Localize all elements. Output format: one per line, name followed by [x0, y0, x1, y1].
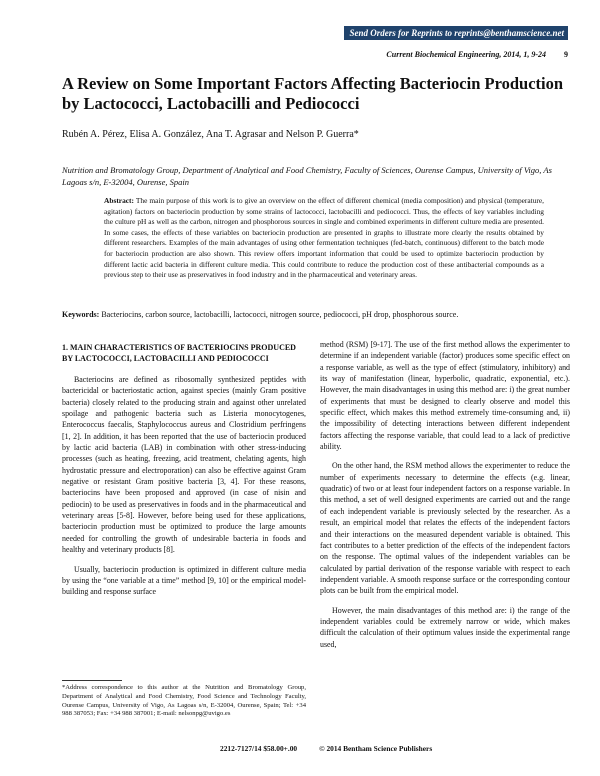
keywords-label: Keywords:: [62, 310, 100, 319]
paragraph: On the other hand, the RSM method allows the experimenter to reduce the number of experiments necessary to determine the effects (e.g. linear, quadratic) of two or at least four independent factors on a response variable. In this method, a set of well designed experiments are carried out and the range of each independent variable is previously selected by the researcher. As a result, an empirical model that relates the effects of the independent factors and their interactions on the measured dependent variable is obtained. This fact contributes to a better prediction of the effects of the independent factors on the response. The optimal values of the independent variables can be calculated by partial derivation of the response variable with respect to each independent variable. A smooth response surface or the corresponding contour plots can be built from the empirical model.: [320, 461, 570, 596]
copyright: © 2014 Bentham Science Publishers: [319, 744, 433, 753]
paragraph: However, the main disadvantages of this method are: i) the range of the independent variables could be extremely narrow or wide, which makes difficult the calculation of their optimum values inside the experimental range used,: [320, 605, 570, 649]
journal-citation: [230, 50, 568, 59]
correspondence-footnote: *Address correspondence to this author at the Nutrition and Bromatology Group, Department of Analytical and Food Chemistry, Food Science and Technology Faculty, Ourense Campus, University of Vigo, As Lagoas s/n, E-32004, Ourense, Spain; Tel: +34 988 387053; Fax: +34 988 387001; E-mail: nelsonpg@uvigo.es: [62, 684, 306, 718]
keywords-text: Bacteriocins, carbon source, lactobacilli, lactococci, nitrogen source, pediococci, pH drop, phosphorous source.: [101, 310, 459, 319]
reprints-banner: Send Orders for Reprints to reprints@benthamscience.net: [344, 26, 568, 40]
keywords: [62, 310, 572, 319]
abstract-label: Abstract:: [104, 196, 134, 205]
paragraph: Bacteriocins are defined as ribosomally synthesized peptides with bactericidal or bacteriostatic action, against species (mainly Gram positive bacteria) closely related to the producing strain and against other unrelated spoilage and pathogenic bacteria such as Listeria monocytogenes, Enterococcus faecalis, Staphylococcus aureus and Clostridium perfringens [1, 2]. In addition, it has been reported that the use of bacteriocin produced by lactic acid bacteria (LAB) in combination with other stress-inducing processes (such as heating, freezing, acid treatment, chelating agents, high hydrostatic pressure and electroporation) can also be effective against Gram negative or resistant Gram positive bacteria [3, 4]. For these reasons, bacteriocins have been proposed and approved (in case of nisin and pediocin) to be used as preservatives in foods and in the pharmaceutical and veterinary areas [5-8]. However, before being used for these applications, bacteriocin production must be optimized to produce the large amounts needed for controlling the growth of undesirable bacteria in foods and healthy and veterinary products [8].: [62, 375, 306, 555]
issn-price: 2212-7127/14 $58.00+.00: [220, 744, 298, 753]
section-heading: 1. MAIN CHARACTERISTICS OF BACTERIOCINS PRODUCED BY LACTOCOCCI, LACTOBACILLI AND PEDIOCOCCI: [62, 343, 296, 363]
authors: Rubén A. Pérez, Elisa A. González, Ana T. Agrasar and Nelson P. Guerra*: [62, 129, 359, 140]
paragraph: method (RSM) [9-17]. The use of the first method allows the experimenter to determine if an independent variable (factor) produces some specific effect on a response variable, as well as the type of effect (stimulatory, inhibitory) and its way of manifestation (linear, hyperbolic, quadratic, exponential, etc.). However, the main disadvantages in using this method are: i) the great number of experiments that must be designed to clearly observe and model this specific effect, which makes this method extremely time-consuming and, ii) the impossibility of detecting interactions between different independent factors affecting the response variable, that could lead to a lack of predictive ability.: [320, 340, 570, 452]
affiliation: Nutrition and Bromatology Group, Department of Analytical and Food Chemistry, Faculty of Sciences, Ourense Campus, University of Vigo, As Lagoas s/n, E-32004, Ourense, Spain: [62, 165, 552, 187]
right-column: [320, 339, 570, 658]
page-number: 9: [564, 50, 568, 59]
left-column: [62, 342, 306, 606]
paragraph: Usually, bacteriocin production is optimized in different culture media by using the “one variable at a time” method [9, 10] or the empirical model-building and response surface: [62, 564, 306, 597]
page-footer: [220, 744, 520, 753]
abstract: [104, 196, 544, 281]
abstract-text: The main purpose of this work is to give an overview on the effect of different chemical (media composition) and physical (temperature, agitation) factors on bacteriocin production by some strains of lactococci, lactobacilli and pediococci. Thus, the effects of key variables including the culture pH as well as the carbon, nitrogen and phosphorous sources in single and combined experiments in different culture media are presented. In some cases, the effects of these variables on bacteriocin production are presented in graphs to illustrate more clearly the results obtained by different researchers. Examples of the main advantages of using other fermentation techniques (fed-batch, continuous) different to the batch mode for bacteriocin production are also shown. This review offers important information that could be used to optimize bacteriocin production by different lactic acid bacteria in different culture media. This could contribute to reduce the production cost of these antibacterial compounds as a previous step to their use as preservatives in food industry and in the pharmaceutical and veterinary areas.: [104, 196, 545, 280]
journal-name: Current Biochemical Engineering, 2014, 1, 9-24: [386, 50, 546, 59]
footnote-divider: [62, 680, 122, 681]
article-title: A Review on Some Important Factors Affecting Bacteriocin Production by Lactococci, Lactobacilli and Pediococci: [62, 74, 564, 113]
